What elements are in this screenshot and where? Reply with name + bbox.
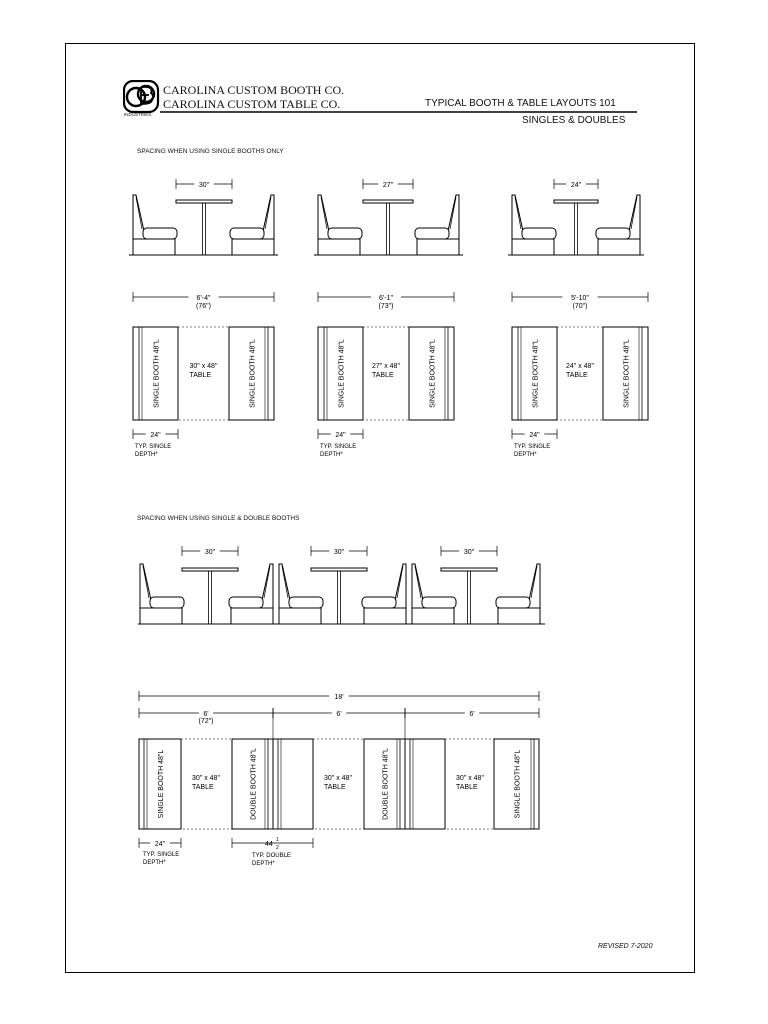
overall-inches-2: (70"): [572, 303, 588, 310]
overall-dim-2-label: 5'-10": [571, 295, 589, 302]
gap2-dim-0-label: 30": [204, 549, 216, 556]
gap2-dim-1-label: 30": [333, 549, 345, 556]
depth-note1-1: TYP. SINGLE: [320, 444, 357, 450]
table-plan-word-2: TABLE: [566, 372, 588, 379]
double-depth-note1: TYP. DOUBLE: [252, 853, 291, 859]
depth-dim-2-label: 24": [529, 432, 540, 439]
depth-note2-2: DEPTH*: [514, 452, 537, 458]
depth-note1-2: TYP. SINGLE: [514, 444, 551, 450]
single-depth-note1: TYP. SINGLE: [143, 852, 180, 858]
depth-dim-0-label: 24": [150, 432, 161, 439]
booth-plan-label-0-0: SINGLE BOOTH 48"L: [153, 339, 161, 408]
table2-size-1: 30" x 48": [324, 775, 352, 782]
booth2-label-0: SINGLE BOOTH 48"L: [158, 749, 165, 819]
overall-dim-0-label: 6'-4": [196, 295, 211, 302]
booth2-plan-4: [405, 739, 445, 829]
double-depth-frac-den: 2: [276, 845, 279, 851]
logo-subtext: INDUSTRIES: [124, 112, 152, 117]
bay1-inches: (72"): [198, 718, 214, 725]
table-plan-word-1: TABLE: [372, 372, 394, 379]
booth-plan-label-1-0: SINGLE BOOTH 48"L: [338, 339, 346, 408]
booth2-label-1: DOUBLE BOOTH 48"L: [250, 748, 258, 820]
booth2-label-3: DOUBLE BOOTH 48"L: [382, 748, 390, 820]
overall-inches-1: (73"): [378, 303, 394, 310]
company-name-table: CAROLINA CUSTOM TABLE CO.: [163, 97, 341, 111]
bay2-dim-label: 6': [336, 711, 342, 718]
overall18-dim-label: 18': [334, 694, 344, 701]
section1-heading: SPACING WHEN USING SINGLE BOOTHS ONLY: [137, 148, 284, 155]
depth-note2-1: DEPTH*: [320, 452, 343, 458]
depth-note2-0: DEPTH*: [135, 452, 158, 458]
depth-dim-1-label: 24": [335, 432, 346, 439]
table-plan-word-0: TABLE: [189, 372, 212, 379]
gap-dim-0-label: 30": [198, 182, 210, 189]
sheet-subtitle: SINGLES & DOUBLES: [522, 115, 626, 126]
bay3-dim-label: 6': [469, 711, 475, 718]
sheet-title: TYPICAL BOOTH & TABLE LAYOUTS 101: [425, 98, 616, 109]
booth-plan-label-1-1: SINGLE BOOTH 48"L: [429, 339, 437, 408]
table-plan-size-2: 24" x 48": [566, 363, 594, 370]
table2-word-2: TABLE: [456, 784, 478, 791]
table2-word-0: TABLE: [192, 784, 214, 791]
booth-plan-label-2-1: SINGLE BOOTH 48"L: [623, 339, 631, 408]
single-depth-dim-label: 24": [154, 841, 166, 848]
booth-plan-label-0-1: SINGLE BOOTH 48"L: [249, 339, 257, 408]
gap-dim-2-label: 24": [570, 182, 582, 189]
gap2-dim-2-label: 30": [463, 549, 475, 556]
gap-dim-1-label: 27": [382, 182, 394, 189]
company-name-booth: CAROLINA CUSTOM BOOTH CO.: [163, 83, 345, 97]
depth-note1-0: TYP. SINGLE: [135, 444, 172, 450]
table-plan-size-0: 30" x 48": [189, 363, 218, 370]
overall-dim-1-label: 6'-1": [379, 295, 393, 302]
booth-plan-label-2-0: SINGLE BOOTH 48"L: [532, 339, 540, 408]
booth2-label-5: SINGLE BOOTH 48"L: [514, 749, 522, 819]
bay1-dim-label: 6': [203, 711, 209, 718]
double-depth-frac-num: 1: [276, 837, 279, 843]
table-plan-size-1: 27" x 48": [372, 363, 400, 370]
section2-heading: SPACING WHEN USING SINGLE & DOUBLE BOOTHS: [137, 515, 300, 522]
single-depth-note2: DEPTH*: [143, 860, 166, 866]
table2-word-1: TABLE: [324, 784, 346, 791]
double-depth-note2: DEPTH*: [252, 861, 275, 867]
double-depth-value: 44: [265, 841, 273, 848]
revision-note: REVISED 7-2020: [598, 943, 653, 950]
overall-inches-0: (76"): [196, 303, 211, 310]
booth2-plan-2: [273, 739, 313, 829]
table2-size-0: 30" x 48": [192, 775, 220, 782]
table2-size-2: 30" x 48": [456, 775, 484, 782]
